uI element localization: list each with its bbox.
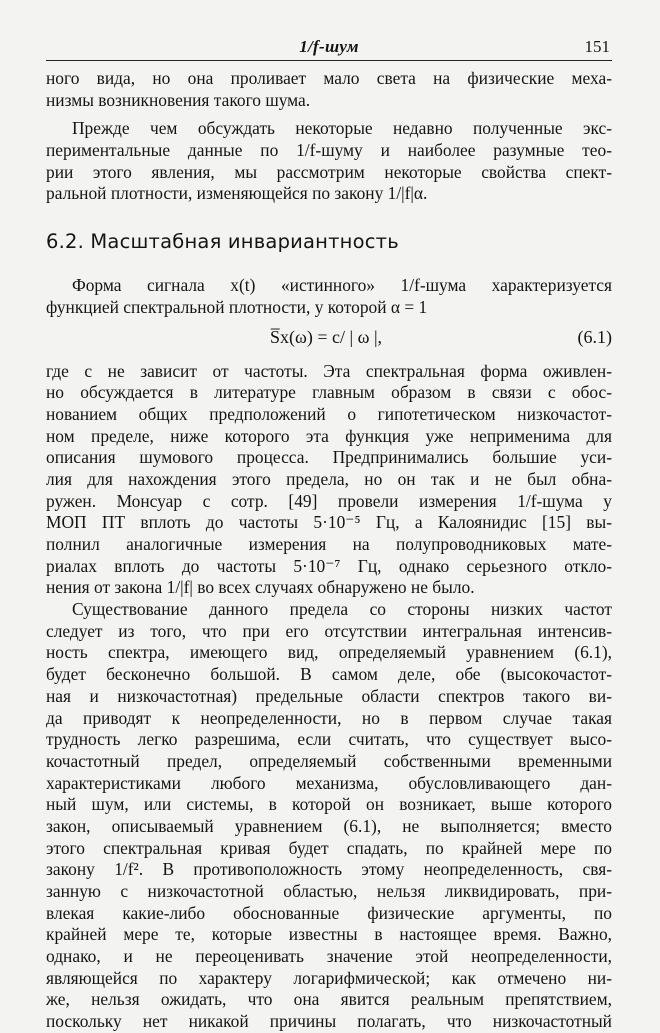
text-line: функцией спектральной плотности, у которой α = 1 — [46, 296, 428, 317]
paragraph-3 — [46, 275, 612, 318]
paragraph-5 — [46, 599, 612, 1033]
text-line: лия для нахождения этого предела, но он так и не был обна- — [46, 468, 612, 489]
text-line: периментальные данные по 1/f-шуму и наиболее разумные тео- — [46, 140, 612, 161]
text-line: низмы возникновения такого шума. — [46, 89, 311, 110]
equation-expression: S̅x(ω) = c/ | ω |, — [270, 326, 383, 347]
text-line: риалах вплоть до частоты 5·10⁻⁷ Гц, однако серьезного откло- — [46, 555, 612, 576]
text-line: МОП ПТ вплоть до частоты 5·10⁻⁵ Гц, а Калоянидис [15] вы- — [46, 512, 612, 533]
text-line: где c не зависит от частоты. Эта спектральная форма оживлен- — [46, 360, 612, 381]
paragraph-1 — [46, 68, 612, 111]
text-line: крайней мере те, которые известны в настоящее время. Важно, — [46, 924, 612, 945]
text-line: описания шумового процесса. Предпринимались большие уси- — [46, 447, 612, 468]
text-line: ная и низкочастотная) предельные области спектров такого ви- — [46, 685, 612, 706]
text-line: полнил аналогичные измерения на полупроводниковых мате- — [46, 534, 612, 554]
text-line: однако, и не переоценивать значение этой неопределенности, — [46, 946, 612, 967]
paragraph-2 — [46, 118, 612, 205]
text-line: но обсуждается в литературе главным образом в связи с обос- — [46, 382, 612, 403]
text-line: же, нельзя ожидать, что она явится реальным препятствием, — [46, 989, 612, 1010]
text-line: закону 1/f². В противоположность этому неопределенность, свя- — [46, 859, 612, 880]
text-line: влекая какие-либо обоснованные физические аргументы, по — [46, 902, 612, 923]
text-line: ральной плотности, изменяющейся по закону 1/|f|α. — [46, 183, 428, 204]
text-line: ном пределе, ниже которого эта функция уже неприменима для — [46, 425, 612, 446]
text-line: характеристиками любого механизма, обусловливающего дан- — [46, 772, 612, 793]
text-line: трудность легко разрешима, если считать, что существует высо- — [46, 729, 612, 750]
text-line: ный шум, или системы, в которой он возникает, выше которого — [46, 794, 612, 815]
text-line: Прежде чем обсуждать некоторые недавно полученные экс- — [72, 118, 612, 139]
text-line: кочастотный предел, определяемый собственными временными — [46, 750, 612, 771]
text-line: поскольку нет никакой причины полагать, что низкочастотный — [46, 1011, 612, 1032]
text-line: Форма сигнала x(t) «истинного» 1/f-шума характеризуется — [72, 275, 612, 296]
text-line: занную с низкочастотной областью, нельзя ликвидировать, при- — [46, 881, 612, 901]
text-line: ного вида, но она проливает мало света на физические меха- — [46, 68, 612, 88]
section-heading — [46, 205, 612, 275]
text-line: да приводят к неопределенности, но в первом случае такая — [46, 707, 612, 728]
text-line: Существование данного предела со стороны низких частот — [72, 599, 612, 620]
text-line: следует из того, что при его отсутствии интегральная интенсив- — [46, 620, 612, 641]
running-title: 1/f-шум — [299, 37, 359, 56]
text-line: ность спектра, имеющего вид, определяемый уравнением (6.1), — [46, 642, 612, 663]
paragraph-4 — [46, 361, 612, 600]
text-line: будет бесконечно большой. В самом деле, обе (высокочастот- — [46, 664, 612, 685]
text-line: ружен. Монсуар с сотр. [49] провели измерения 1/f-шума у — [46, 490, 612, 511]
text-line: нения от закона 1/|f| во всех случаях обнаружено не было. — [46, 577, 475, 598]
text-line: являющейся по характеру логарифмической; как отмечено ни- — [46, 967, 612, 988]
equation-6-1 — [46, 319, 612, 361]
text-body — [46, 68, 612, 1033]
text-line: закон, описываемый уравнением (6.1), не выполняется; вместо — [46, 815, 612, 836]
section-title: 6.2. Масштабная инвариантность — [46, 230, 399, 254]
page-number: 151 — [584, 37, 610, 56]
text-line: этого спектральная кривая будет спадать, по крайней мере по — [46, 837, 612, 858]
text-line: нованием общих предположений о гипотетическом низкочастот- — [46, 403, 612, 424]
equation-number: (6.1) — [577, 326, 612, 347]
running-header — [46, 34, 612, 61]
text-line: рии этого явления, мы рассмотрим некоторые свойства спект- — [46, 161, 612, 182]
